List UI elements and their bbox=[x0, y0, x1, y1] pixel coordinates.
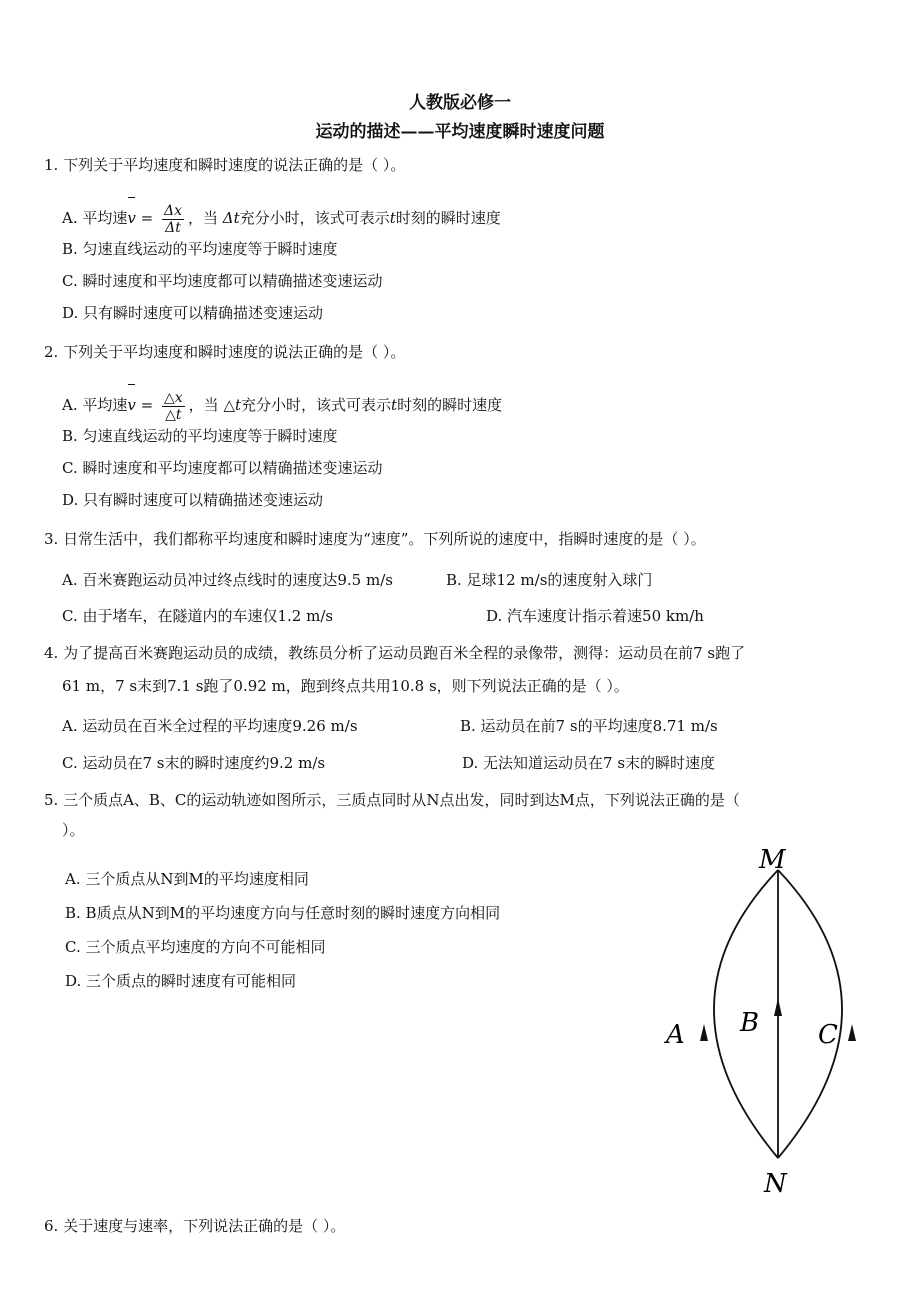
label-a: A bbox=[666, 1020, 685, 1050]
arrow-b-icon bbox=[774, 998, 782, 1016]
q1-stem: 1. 下列关于平均速度和瞬时速度的说法正确的是（ ）。 bbox=[44, 156, 406, 174]
q2-a-dt: △t bbox=[223, 396, 242, 414]
q1-option-a[interactable] bbox=[62, 196, 501, 240]
q4-option-a[interactable]: A. 运动员在百米全过程的平均速度9.26 m/s bbox=[62, 717, 358, 735]
q1-a-numerator: Δx bbox=[164, 202, 183, 219]
trajectory-figure bbox=[650, 840, 880, 1200]
q2-stem: 2. 下列关于平均速度和瞬时速度的说法正确的是（ ）。 bbox=[44, 343, 406, 361]
q4-option-b[interactable]: B. 运动员在前7 s的平均速度8.71 m/s bbox=[460, 717, 718, 735]
q5-option-b[interactable]: B. B质点从N到M的平均速度方向与任意时刻的瞬时速度方向相同 bbox=[65, 904, 501, 922]
q1-a-prefix: A. 平均速 bbox=[62, 209, 128, 227]
q4-option-c[interactable]: C. 运动员在7 s末的瞬时速度约9.2 m/s bbox=[62, 754, 326, 772]
q1-option-b[interactable]: B. 匀速直线运动的平均速度等于瞬时速度 bbox=[62, 240, 338, 258]
q3-option-a[interactable]: A. 百米赛跑运动员冲过终点线时的速度达9.5 m/s bbox=[62, 571, 393, 589]
q3-option-c[interactable]: C. 由于堵车，在隧道内的车速仅1.2 m/s bbox=[62, 607, 334, 625]
q2-a-mid: ，当 bbox=[188, 396, 224, 414]
label-b: B bbox=[740, 1008, 760, 1038]
q1-option-d[interactable]: D. 只有瞬时速度可以精确描述变速运动 bbox=[62, 304, 324, 322]
q1-a-mid: ，当 bbox=[188, 209, 223, 227]
q2-option-c[interactable]: C. 瞬时速度和平均速度都可以精确描述变速运动 bbox=[62, 459, 383, 477]
q5-option-c[interactable]: C. 三个质点平均速度的方向不可能相同 bbox=[65, 938, 326, 956]
q2-a-t: t bbox=[391, 396, 398, 414]
q2-a-eq: = bbox=[140, 396, 154, 414]
q1-option-c[interactable]: C. 瞬时速度和平均速度都可以精确描述变速运动 bbox=[62, 272, 383, 290]
q1-a-t: t bbox=[389, 209, 396, 227]
q2-a-suffix: 时刻的瞬时速度 bbox=[397, 396, 503, 414]
label-n: N bbox=[764, 1169, 787, 1199]
q3-stem: 3. 日常生活中，我们都称平均速度和瞬时速度为“速度”。下列所说的速度中，指瞬时速度的是（ ）。 bbox=[44, 530, 706, 548]
q4-option-d[interactable]: D. 无法知道运动员在7 s末的瞬时速度 bbox=[462, 754, 716, 772]
q5-stem-line1: 5. 三个质点A、B、C的运动轨迹如图所示，三质点同时从N点出发，同时到达M点，下列说法正确的是（ bbox=[44, 791, 740, 809]
q2-option-b[interactable]: B. 匀速直线运动的平均速度等于瞬时速度 bbox=[62, 427, 338, 445]
q1-a-fraction bbox=[162, 203, 184, 236]
q2-option-a[interactable] bbox=[62, 383, 502, 427]
q1-a-mid2: 充分小时，该式可表示 bbox=[239, 209, 390, 227]
label-c: C bbox=[818, 1020, 838, 1050]
q1-a-eq: = bbox=[140, 209, 154, 227]
q1-a-vbar: v bbox=[127, 196, 135, 240]
q6-stem: 6. 关于速度与速率，下列说法正确的是（ ）。 bbox=[44, 1217, 346, 1235]
q1-a-denominator: Δt bbox=[165, 219, 181, 236]
arrow-a-icon bbox=[700, 1024, 708, 1041]
q3-option-d[interactable]: D. 汽车速度计指示着速50 km/h bbox=[486, 607, 704, 625]
q3-option-b[interactable]: B. 足球12 m/s的速度射入球门 bbox=[446, 571, 653, 589]
document-title: 人教版必修一 bbox=[409, 93, 511, 113]
label-m: M bbox=[759, 845, 786, 875]
q5-stem-line2: ）。 bbox=[62, 821, 85, 839]
arrow-c-icon bbox=[848, 1024, 856, 1041]
q1-a-dt: Δt bbox=[222, 209, 240, 227]
q2-a-denominator: △t bbox=[165, 406, 182, 423]
q2-a-fraction bbox=[162, 390, 185, 423]
q2-option-d[interactable]: D. 只有瞬时速度可以精确描述变速运动 bbox=[62, 491, 324, 509]
q5-option-a[interactable]: A. 三个质点从N到M的平均速度相同 bbox=[65, 870, 309, 888]
q2-a-numerator: △x bbox=[164, 389, 183, 406]
q5-option-d[interactable]: D. 三个质点的瞬时速度有可能相同 bbox=[65, 972, 297, 990]
q2-a-vbar: v bbox=[127, 383, 135, 427]
path-c bbox=[778, 870, 842, 1158]
q2-a-mid2: 充分小时，该式可表示 bbox=[241, 396, 392, 414]
q1-a-suffix: 时刻的瞬时速度 bbox=[395, 209, 501, 227]
q2-a-prefix: A. 平均速 bbox=[62, 396, 128, 414]
document-subtitle: 运动的描述——平均速度瞬时速度问题 bbox=[315, 122, 605, 142]
q4-stem-line2: 61 m，7 s末到7.1 s跑了0.92 m，跑到终点共用10.8 s，则下列说法正确的是（ ）。 bbox=[62, 677, 629, 695]
q4-stem-line1: 4. 为了提高百米赛跑运动员的成绩，教练员分析了运动员跑百米全程的录像带，测得：运动员在前7 s跑了 bbox=[44, 644, 746, 662]
